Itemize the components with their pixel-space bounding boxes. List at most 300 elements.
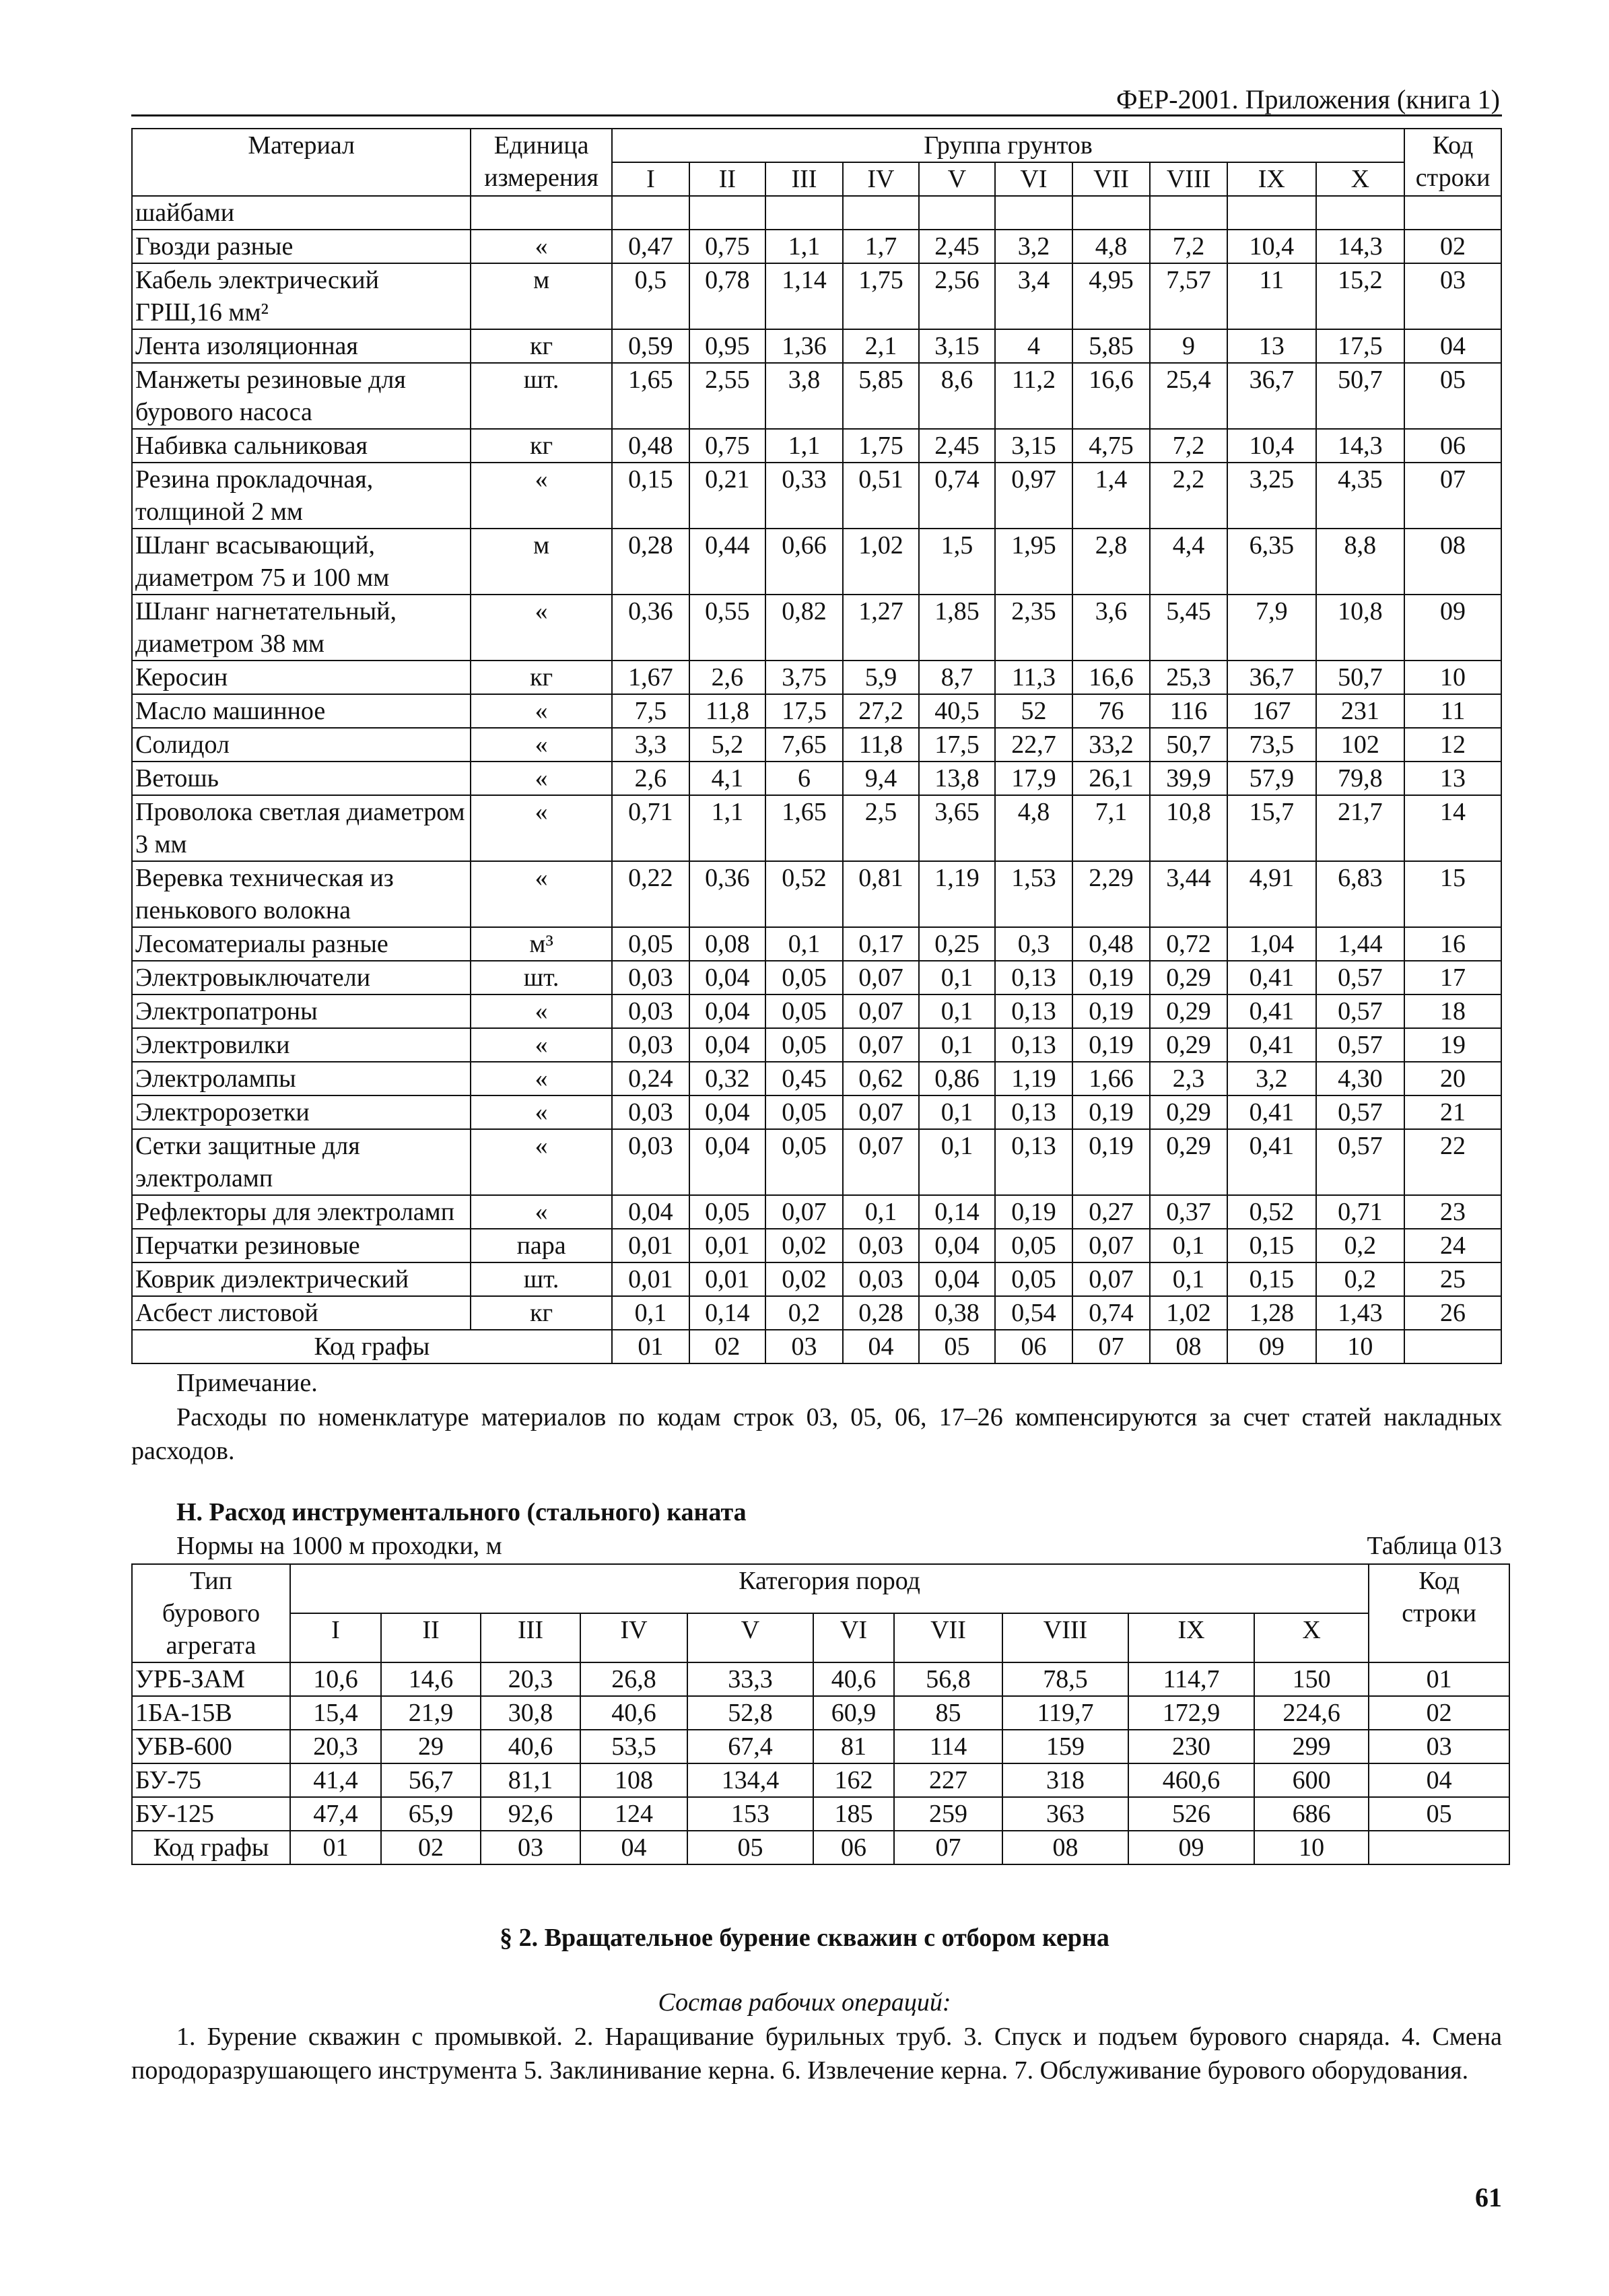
row-code-cell: 09 xyxy=(1404,595,1501,661)
value-cell: 0,75 xyxy=(689,429,765,463)
value-cell: 153 xyxy=(687,1797,813,1831)
value-cell: 3,65 xyxy=(919,795,995,861)
value-cell: 1,44 xyxy=(1316,927,1405,961)
value-cell: 2,5 xyxy=(843,795,919,861)
column-code-cell: 03 xyxy=(481,1831,580,1864)
value-cell: 0,41 xyxy=(1227,1129,1315,1195)
material-name: Коврик диэлектрический xyxy=(132,1262,471,1296)
value-cell: 14,3 xyxy=(1316,230,1405,263)
value-cell: 52 xyxy=(995,694,1072,728)
value-cell: 1,02 xyxy=(843,529,919,595)
value-cell: 167 xyxy=(1227,694,1315,728)
table-row xyxy=(132,728,1501,762)
value-cell: 0,02 xyxy=(765,1229,843,1262)
value-cell: 0,13 xyxy=(995,994,1072,1028)
row-code-cell: 10 xyxy=(1404,661,1501,694)
value-cell: 3,44 xyxy=(1150,861,1227,927)
value-cell: 0,59 xyxy=(612,329,689,363)
header-group-col: IX xyxy=(1227,162,1315,196)
row-code-cell: 24 xyxy=(1404,1229,1501,1262)
unit-cell: « xyxy=(471,1028,612,1062)
unit-cell: шт. xyxy=(471,363,612,429)
unit-cell: « xyxy=(471,1062,612,1095)
value-cell: 0,07 xyxy=(1072,1229,1150,1262)
value-cell: 20,3 xyxy=(290,1730,381,1763)
value-cell: 57,9 xyxy=(1227,762,1315,795)
value-cell xyxy=(919,196,995,230)
table-row xyxy=(132,861,1501,927)
value-cell: 11,3 xyxy=(995,661,1072,694)
column-code-cell: 06 xyxy=(995,1330,1072,1363)
value-cell: 0,02 xyxy=(765,1262,843,1296)
value-cell: 0,71 xyxy=(1316,1195,1405,1229)
value-cell: 0,14 xyxy=(919,1195,995,1229)
value-cell: 0,33 xyxy=(765,463,843,529)
value-cell: 0,57 xyxy=(1316,994,1405,1028)
unit-cell: « xyxy=(471,861,612,927)
value-cell: 0,37 xyxy=(1150,1195,1227,1229)
value-cell: 0,04 xyxy=(689,961,765,994)
value-cell xyxy=(1150,196,1227,230)
table-row xyxy=(132,994,1501,1028)
value-cell: 0,41 xyxy=(1227,1095,1315,1129)
value-cell: 16,6 xyxy=(1072,661,1150,694)
value-cell: 0,52 xyxy=(1227,1195,1315,1229)
value-cell: 0,05 xyxy=(765,1028,843,1062)
section-h-norm: Нормы на 1000 м проходки, м xyxy=(176,1532,502,1560)
material-name: Лента изоляционная xyxy=(132,329,471,363)
row-code-cell: 13 xyxy=(1404,762,1501,795)
value-cell: 0,36 xyxy=(689,861,765,927)
material-name: Шланг всасывающий, диаметром 75 и 100 мм xyxy=(132,529,471,595)
value-cell: 0,03 xyxy=(612,1095,689,1129)
value-cell: 7,9 xyxy=(1227,595,1315,661)
value-cell: 0,05 xyxy=(765,1129,843,1195)
column-code-cell: 05 xyxy=(919,1330,995,1363)
column-code-row xyxy=(132,1831,1509,1864)
material-name: Ветошь xyxy=(132,762,471,795)
value-cell: 1,04 xyxy=(1227,927,1315,961)
value-cell: 0,82 xyxy=(765,595,843,661)
header-group-col: VII xyxy=(1072,162,1150,196)
value-cell: 5,2 xyxy=(689,728,765,762)
value-cell: 4,75 xyxy=(1072,429,1150,463)
section-h-title: Н. Расход инструментального (стального) каната xyxy=(176,1498,747,1526)
column-code-cell: 06 xyxy=(813,1831,894,1864)
value-cell: 0,04 xyxy=(919,1262,995,1296)
table-row xyxy=(132,1062,1501,1095)
value-cell: 0,15 xyxy=(1227,1262,1315,1296)
row-code-cell: 11 xyxy=(1404,694,1501,728)
header-category-col: II xyxy=(381,1613,481,1662)
value-cell: 65,9 xyxy=(381,1797,481,1831)
note-title: Примечание. xyxy=(176,1369,318,1397)
section2-title: § 2. Вращательное бурение скважин с отбором керна xyxy=(500,1924,1109,1952)
column-code-cell: 02 xyxy=(381,1831,481,1864)
value-cell: 0,15 xyxy=(612,463,689,529)
value-cell: 1,19 xyxy=(995,1062,1072,1095)
unit-cell: « xyxy=(471,1195,612,1229)
rope-table xyxy=(131,1563,1510,1865)
value-cell xyxy=(1072,196,1150,230)
value-cell: 10,8 xyxy=(1316,595,1405,661)
value-cell: 39,9 xyxy=(1150,762,1227,795)
row-code-cell: 06 xyxy=(1404,429,1501,463)
material-name: Проволока светлая диаметром 3 мм xyxy=(132,795,471,861)
value-cell: 0,48 xyxy=(1072,927,1150,961)
header-group-col: I xyxy=(612,162,689,196)
value-cell xyxy=(612,196,689,230)
column-code-cell: 09 xyxy=(1128,1831,1254,1864)
value-cell: 0,57 xyxy=(1316,961,1405,994)
value-cell: 0,41 xyxy=(1227,961,1315,994)
value-cell: 0,44 xyxy=(689,529,765,595)
value-cell: 0,48 xyxy=(612,429,689,463)
value-cell: 0,29 xyxy=(1150,994,1227,1028)
value-cell: 124 xyxy=(580,1797,687,1831)
header-row-code: Код строки xyxy=(1404,129,1501,196)
value-cell: 0,36 xyxy=(612,595,689,661)
value-cell: 8,6 xyxy=(919,363,995,429)
value-cell: 52,8 xyxy=(687,1696,813,1730)
column-code-cell: 01 xyxy=(612,1330,689,1363)
value-cell: 0,19 xyxy=(1072,994,1150,1028)
value-cell: 0,1 xyxy=(612,1296,689,1330)
value-cell: 2,35 xyxy=(995,595,1072,661)
value-cell: 0,66 xyxy=(765,529,843,595)
header-drill-type: Тип бурового агрегата xyxy=(132,1564,290,1662)
value-cell: 0,3 xyxy=(995,927,1072,961)
value-cell: 231 xyxy=(1316,694,1405,728)
value-cell: 1,7 xyxy=(843,230,919,263)
column-code-cell: 07 xyxy=(894,1831,1002,1864)
value-cell: 0,47 xyxy=(612,230,689,263)
unit-cell: « xyxy=(471,595,612,661)
value-cell: 0,04 xyxy=(689,1129,765,1195)
value-cell: 0,41 xyxy=(1227,1028,1315,1062)
drill-type-name: БУ-75 xyxy=(132,1763,290,1797)
value-cell: 22,7 xyxy=(995,728,1072,762)
value-cell: 0,2 xyxy=(1316,1229,1405,1262)
value-cell: 2,56 xyxy=(919,263,995,329)
value-cell: 92,6 xyxy=(481,1797,580,1831)
value-cell: 33,3 xyxy=(687,1662,813,1696)
value-cell: 134,4 xyxy=(687,1763,813,1797)
column-code-cell: 03 xyxy=(765,1330,843,1363)
value-cell: 7,5 xyxy=(612,694,689,728)
column-code-row xyxy=(132,1330,1501,1363)
material-name: шайбами xyxy=(132,196,471,230)
value-cell: 0,03 xyxy=(843,1229,919,1262)
row-code-cell: 15 xyxy=(1404,861,1501,927)
value-cell xyxy=(765,196,843,230)
header-rope-row-code: Код строки xyxy=(1369,1564,1509,1662)
value-cell: 0,13 xyxy=(995,1129,1072,1195)
unit-cell: « xyxy=(471,694,612,728)
row-code-cell: 16 xyxy=(1404,927,1501,961)
value-cell: 227 xyxy=(894,1763,1002,1797)
value-cell: 9 xyxy=(1150,329,1227,363)
value-cell: 460,6 xyxy=(1128,1763,1254,1797)
value-cell: 0,04 xyxy=(689,1028,765,1062)
column-code-cell: 05 xyxy=(687,1831,813,1864)
rope-header-row xyxy=(132,1564,1509,1613)
header-category-col: VIII xyxy=(1002,1613,1128,1662)
value-cell: 2,6 xyxy=(689,661,765,694)
value-cell: 5,85 xyxy=(1072,329,1150,363)
value-cell: 4,8 xyxy=(995,795,1072,861)
row-code-cell: 03 xyxy=(1369,1730,1509,1763)
value-cell: 0,05 xyxy=(612,927,689,961)
note-text: Расходы по номенклатуре материалов по кодам строк 03, 05, 06, 17–26 компенсируются за счет статей накладных расходов. xyxy=(131,1403,1502,1465)
value-cell: 10,6 xyxy=(290,1662,381,1696)
header-category-col: IX xyxy=(1128,1613,1254,1662)
materials-header-row xyxy=(132,129,1501,162)
material-name: Солидол xyxy=(132,728,471,762)
value-cell xyxy=(995,196,1072,230)
unit-cell: кг xyxy=(471,661,612,694)
header-category-col: V xyxy=(687,1613,813,1662)
material-name: Электролампы xyxy=(132,1062,471,1095)
value-cell: 3,2 xyxy=(995,230,1072,263)
table-row xyxy=(132,529,1501,595)
value-cell: 0,05 xyxy=(995,1229,1072,1262)
value-cell: 1,75 xyxy=(843,263,919,329)
header-group-col: VI xyxy=(995,162,1072,196)
value-cell: 6,83 xyxy=(1316,861,1405,927)
header-category-col: VI xyxy=(813,1613,894,1662)
table-row xyxy=(132,329,1501,363)
column-code-cell: 07 xyxy=(1072,1330,1150,1363)
value-cell: 0,29 xyxy=(1150,961,1227,994)
value-cell: 0,07 xyxy=(843,1095,919,1129)
unit-cell: кг xyxy=(471,329,612,363)
table-row xyxy=(132,1696,1509,1730)
value-cell: 1,02 xyxy=(1150,1296,1227,1330)
material-name: Манжеты резиновые для бурового насоса xyxy=(132,363,471,429)
unit-cell: « xyxy=(471,230,612,263)
value-cell: 3,4 xyxy=(995,263,1072,329)
material-name: Перчатки резиновые xyxy=(132,1229,471,1262)
value-cell: 7,65 xyxy=(765,728,843,762)
value-cell: 17,5 xyxy=(919,728,995,762)
value-cell: 4,1 xyxy=(689,762,765,795)
header-group-col: III xyxy=(765,162,843,196)
value-cell: 1,65 xyxy=(612,363,689,429)
value-cell: 40,6 xyxy=(580,1696,687,1730)
table-row xyxy=(132,463,1501,529)
value-cell: 0,15 xyxy=(1227,1229,1315,1262)
value-cell: 0,41 xyxy=(1227,994,1315,1028)
unit-cell: « xyxy=(471,994,612,1028)
value-cell: 1,19 xyxy=(919,861,995,927)
value-cell: 76 xyxy=(1072,694,1150,728)
value-cell: 30,8 xyxy=(481,1696,580,1730)
value-cell: 230 xyxy=(1128,1730,1254,1763)
material-name: Электровыключатели xyxy=(132,961,471,994)
value-cell: 0,74 xyxy=(1072,1296,1150,1330)
operations-text: 1. Бурение скважин с промывкой. 2. Наращивание бурильных труб. 3. Спуск и подъем бурового снаряда. 4. Смена породоразрушающего инструмента 5. Заклинивание керна. 6. Извлечение керна. 7. Обслуживание бурового оборудования. xyxy=(131,2023,1502,2085)
value-cell: 0,57 xyxy=(1316,1095,1405,1129)
value-cell: 0,71 xyxy=(612,795,689,861)
value-cell: 686 xyxy=(1254,1797,1369,1831)
column-code-cell: 10 xyxy=(1254,1831,1369,1864)
column-code-label: Код графы xyxy=(132,1831,290,1864)
value-cell: 13 xyxy=(1227,329,1315,363)
value-cell: 56,8 xyxy=(894,1662,1002,1696)
table-row xyxy=(132,1129,1501,1195)
value-cell: 0,13 xyxy=(995,1095,1072,1129)
value-cell: 0,05 xyxy=(765,1095,843,1129)
value-cell: 53,5 xyxy=(580,1730,687,1763)
value-cell: 0,03 xyxy=(612,994,689,1028)
table-row xyxy=(132,961,1501,994)
material-name: Электровилки xyxy=(132,1028,471,1062)
unit-cell: « xyxy=(471,463,612,529)
value-cell: 259 xyxy=(894,1797,1002,1831)
value-cell: 0,1 xyxy=(843,1195,919,1229)
table-row xyxy=(132,1195,1501,1229)
value-cell: 0,03 xyxy=(612,961,689,994)
value-cell: 0,07 xyxy=(843,1129,919,1195)
value-cell: 114,7 xyxy=(1128,1662,1254,1696)
value-cell: 224,6 xyxy=(1254,1696,1369,1730)
value-cell xyxy=(843,196,919,230)
value-cell: 0,28 xyxy=(612,529,689,595)
header-category-col: I xyxy=(290,1613,381,1662)
table-row xyxy=(132,1229,1501,1262)
value-cell: 0,04 xyxy=(612,1195,689,1229)
row-code-cell: 07 xyxy=(1404,463,1501,529)
value-cell: 162 xyxy=(813,1763,894,1797)
value-cell: 0,55 xyxy=(689,595,765,661)
value-cell: 0,07 xyxy=(843,961,919,994)
value-cell: 40,6 xyxy=(481,1730,580,1763)
value-cell: 17,9 xyxy=(995,762,1072,795)
value-cell: 159 xyxy=(1002,1730,1128,1763)
value-cell: 1,1 xyxy=(765,230,843,263)
row-code-cell: 17 xyxy=(1404,961,1501,994)
value-cell: 0,07 xyxy=(765,1195,843,1229)
value-cell: 6,35 xyxy=(1227,529,1315,595)
value-cell: 2,45 xyxy=(919,230,995,263)
material-name: Электропатроны xyxy=(132,994,471,1028)
value-cell: 2,8 xyxy=(1072,529,1150,595)
value-cell: 0,04 xyxy=(689,994,765,1028)
value-cell: 1,28 xyxy=(1227,1296,1315,1330)
value-cell: 25,4 xyxy=(1150,363,1227,429)
column-code-cell: 08 xyxy=(1150,1330,1227,1363)
row-code-cell: 19 xyxy=(1404,1028,1501,1062)
value-cell: 0,62 xyxy=(843,1062,919,1095)
value-cell: 47,4 xyxy=(290,1797,381,1831)
value-cell: 11 xyxy=(1227,263,1315,329)
value-cell: 0,07 xyxy=(843,994,919,1028)
value-cell: 11,2 xyxy=(995,363,1072,429)
value-cell: 1,95 xyxy=(995,529,1072,595)
value-cell: 0,29 xyxy=(1150,1028,1227,1062)
value-cell: 3,15 xyxy=(995,429,1072,463)
unit-cell: « xyxy=(471,728,612,762)
unit-cell: « xyxy=(471,1095,612,1129)
table-label: Таблица 013 xyxy=(1367,1532,1502,1560)
value-cell: 3,8 xyxy=(765,363,843,429)
header-group-col: X xyxy=(1316,162,1405,196)
drill-type-name: УБВ-600 xyxy=(132,1730,290,1763)
row-code-cell: 12 xyxy=(1404,728,1501,762)
value-cell: 11,8 xyxy=(843,728,919,762)
unit-cell: « xyxy=(471,795,612,861)
column-code-cell: 04 xyxy=(843,1330,919,1363)
value-cell: 40,6 xyxy=(813,1662,894,1696)
value-cell: 0,1 xyxy=(919,961,995,994)
value-cell: 0,03 xyxy=(843,1262,919,1296)
value-cell: 1,65 xyxy=(765,795,843,861)
empty-cell xyxy=(1404,1330,1501,1363)
table-row xyxy=(132,694,1501,728)
value-cell: 0,17 xyxy=(843,927,919,961)
value-cell: 0,54 xyxy=(995,1296,1072,1330)
row-code-cell: 25 xyxy=(1404,1262,1501,1296)
table-row xyxy=(132,1797,1509,1831)
value-cell: 1,5 xyxy=(919,529,995,595)
value-cell: 3,6 xyxy=(1072,595,1150,661)
value-cell: 1,36 xyxy=(765,329,843,363)
material-name: Керосин xyxy=(132,661,471,694)
value-cell: 79,8 xyxy=(1316,762,1405,795)
value-cell: 0,74 xyxy=(919,463,995,529)
value-cell: 0,21 xyxy=(689,463,765,529)
value-cell: 0,08 xyxy=(689,927,765,961)
table-row xyxy=(132,762,1501,795)
value-cell: 6 xyxy=(765,762,843,795)
value-cell: 0,29 xyxy=(1150,1095,1227,1129)
value-cell: 41,4 xyxy=(290,1763,381,1797)
value-cell: 0,04 xyxy=(689,1095,765,1129)
table-row xyxy=(132,1763,1509,1797)
value-cell: 0,1 xyxy=(919,1095,995,1129)
value-cell: 10,8 xyxy=(1150,795,1227,861)
value-cell: 0,5 xyxy=(612,263,689,329)
table-row xyxy=(132,661,1501,694)
value-cell: 9,4 xyxy=(843,762,919,795)
value-cell: 108 xyxy=(580,1763,687,1797)
empty-cell xyxy=(1369,1831,1509,1864)
value-cell: 299 xyxy=(1254,1730,1369,1763)
value-cell: 4,8 xyxy=(1072,230,1150,263)
value-cell: 2,3 xyxy=(1150,1062,1227,1095)
row-code-cell: 20 xyxy=(1404,1062,1501,1095)
value-cell: 0,1 xyxy=(919,1028,995,1062)
value-cell: 11,8 xyxy=(689,694,765,728)
value-cell: 56,7 xyxy=(381,1763,481,1797)
value-cell: 1,1 xyxy=(689,795,765,861)
value-cell: 10,4 xyxy=(1227,230,1315,263)
value-cell xyxy=(1316,196,1405,230)
value-cell: 15,4 xyxy=(290,1696,381,1730)
row-code-cell: 01 xyxy=(1369,1662,1509,1696)
value-cell: 0,22 xyxy=(612,861,689,927)
value-cell: 2,1 xyxy=(843,329,919,363)
column-code-label: Код графы xyxy=(132,1330,612,1363)
header-material: Материал xyxy=(132,129,471,196)
value-cell: 15,2 xyxy=(1316,263,1405,329)
materials-table xyxy=(131,128,1502,1364)
row-code-cell xyxy=(1404,196,1501,230)
value-cell: 0,05 xyxy=(765,961,843,994)
row-code-cell: 08 xyxy=(1404,529,1501,595)
value-cell: 0,03 xyxy=(612,1129,689,1195)
